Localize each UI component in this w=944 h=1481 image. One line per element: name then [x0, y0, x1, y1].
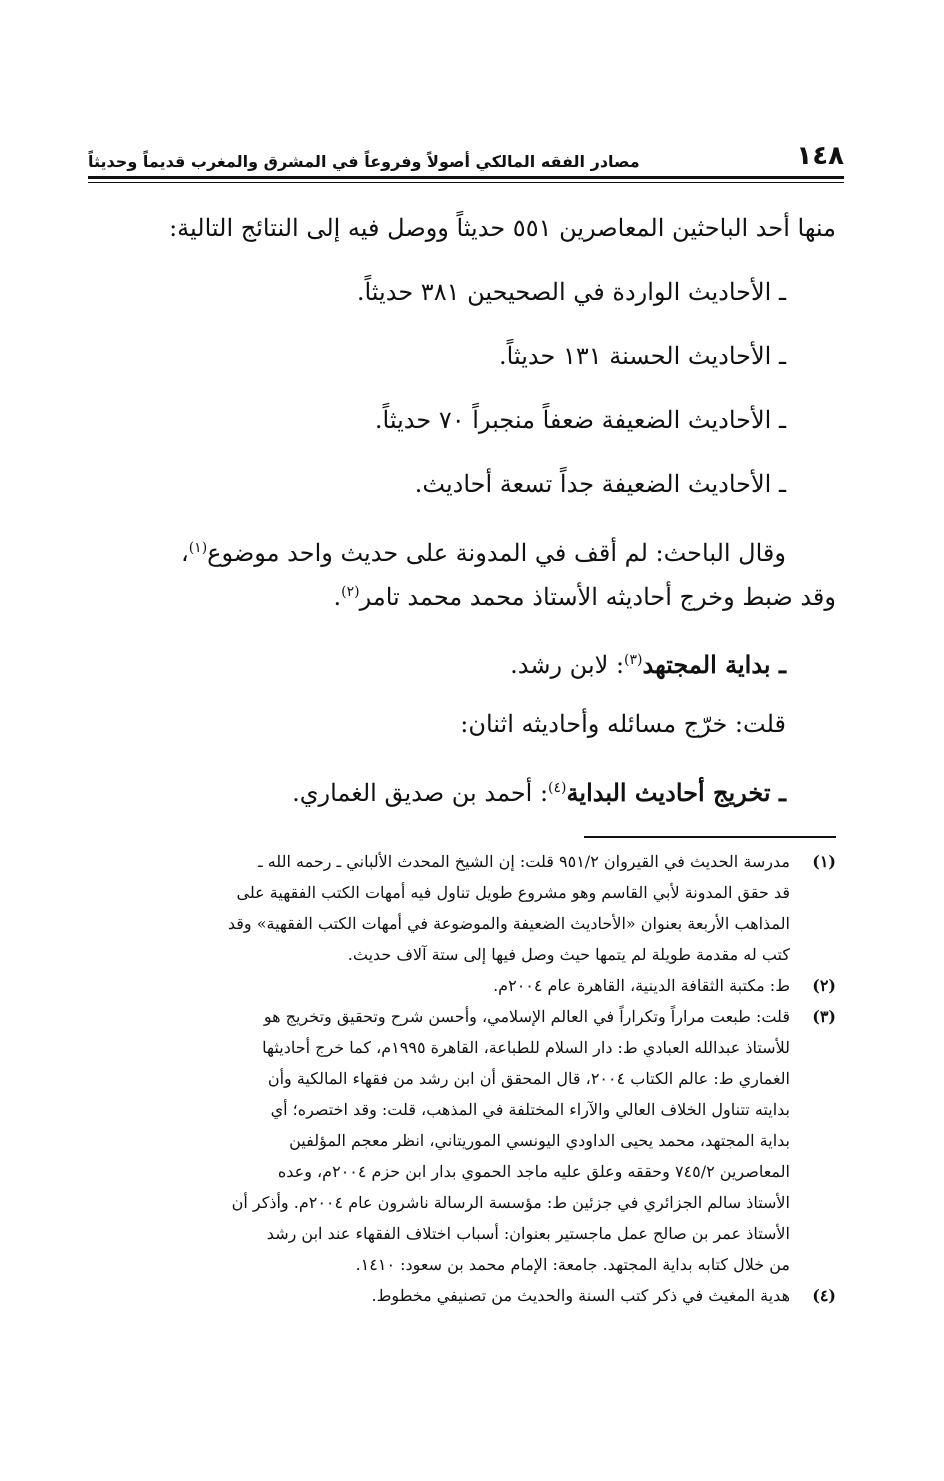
footnote-line: المعاصرين ٧٤٥/٢ وحققه وعلق عليه ماجد الحموي بدار ابن حزم ٢٠٠٤م، وعده [277, 1162, 790, 1181]
footnote-line: هدية المغيث في ذكر كتب السنة والحديث من تصنيفي مخطوط. [371, 1286, 790, 1305]
footnote-number: (٤) [812, 1286, 836, 1305]
footnote-line: ط: مكتبة الثقافة الدينية، القاهرة عام ٢٠٠٤م. [493, 976, 790, 995]
footnotes [98, 846, 836, 1311]
footnote-line: قد حقق المدونة لأبي القاسم وهو مشروع طويل تناول فيه أمهات الكتب الفقهية على [236, 883, 790, 902]
researcher-line-2 [334, 572, 836, 617]
intro-line: منها أحد الباحثين المعاصرين ٥٥١ حديثاً ووصل فيه إلى النتائج التالية: [169, 214, 836, 242]
footnote-1 [98, 846, 836, 970]
footnote-line: من خلال كتابه بداية المجتهد. جامعة: الإمام محمد بن سعود: ١٤١٠. [355, 1255, 790, 1274]
bidaya-rest: : لابن رشد. [510, 651, 625, 679]
takhrij-title: تخريج أحاديث البداية [566, 778, 771, 807]
running-header [88, 135, 844, 171]
footnote-4 [98, 1280, 836, 1311]
result-item: ـ الأحاديث الحسنة ١٣١ حديثاً. [499, 342, 786, 370]
researcher-text-1-end: ، [180, 539, 189, 567]
takhrij-line [292, 768, 786, 813]
footnote-number: (٣) [812, 1007, 836, 1026]
page-number: ١٤٨ [796, 141, 844, 171]
footnote-line: للأستاذ عبدالله العبادي ط: دار السلام للطباعة، القاهرة ١٩٩٥م، كما خرج أحاديثها [262, 1038, 790, 1057]
bidaya-dash: ـ [770, 650, 786, 679]
result-item: ـ الأحاديث الضعيفة جداً تسعة أحاديث. [414, 470, 786, 498]
bidaya-line [510, 640, 786, 685]
footnote-line: مدرسة الحديث في القيروان ٩٥١/٢ قلت: إن الشيخ المحدث الألباني ـ رحمه الله ـ [257, 852, 790, 871]
footnote-line: بداية المجتهد، محمد يحيى الداودي اليونسي الموريتاني، انظر معجم المؤلفين [289, 1131, 790, 1150]
header-rule-thick [88, 176, 844, 179]
result-item: ـ الأحاديث الضعيفة ضعفاً منجبراً ٧٠ حديثاً. [374, 406, 786, 434]
footnote-ref-1: (١) [188, 540, 208, 556]
footnote-line: قلت: طبعت مراراً وتكراراً في العالم الإسلامي، وأحسن شرح وتحقيق وتخريج هو [263, 1007, 790, 1026]
footnote-number: (٢) [812, 976, 836, 995]
takhrij-dash: ـ [770, 778, 786, 807]
footnote-3 [98, 1001, 836, 1280]
footnote-ref-4: (٤) [548, 780, 567, 796]
footnote-line: كتب له مقدمة طويلة لم يتمها حيث وصل فيها إلى ستة آلاف حديث. [347, 945, 790, 964]
footnote-line: الغماري ط: عالم الكتاب ٢٠٠٤، قال المحقق أن ابن رشد من فقهاء المالكية وأن [267, 1069, 790, 1088]
qult-line: قلت: خرّج مسائله وأحاديثه اثنان: [460, 710, 786, 738]
result-item: ـ الأحاديث الواردة في الصحيحين ٣٨١ حديثاً. [356, 278, 786, 306]
takhrij-rest: : أحمد بن صديق الغماري. [292, 779, 549, 807]
footnote-separator [584, 836, 836, 838]
researcher-text-1: وقال الباحث: لم أقف في المدونة على حديث واحد موضوع [207, 539, 786, 567]
researcher-text-2: وقد ضبط وخرج أحاديثه الأستاذ محمد محمد تامر [359, 583, 836, 611]
footnote-number: (١) [812, 852, 836, 871]
footnote-line: الأستاذ عمر بن صالح عمل ماجستير بعنوان: أسباب اختلاف الفقهاء عند ابن رشد [266, 1224, 790, 1243]
header-rule-thin [88, 182, 844, 183]
footnote-2 [98, 970, 836, 1001]
footnote-line: بدايته تتناول الخلاف العالي والآراء المختلفة في المذهب، قلت: وقد اختصره؛ أي [270, 1100, 790, 1119]
footnote-ref-2: (٢) [341, 584, 360, 600]
researcher-text-2-end: . [333, 583, 342, 611]
footnote-line: المذاهب الأربعة بعنوان «الأحاديث الضعيفة والموضوعة في أمهات الكتب الفقهية» وقد [227, 914, 790, 933]
footnote-line: الأستاذ سالم الجزائري في جزئين ط: مؤسسة الرسالة ناشرون عام ٢٠٠٤م. وأذكر أن [231, 1193, 790, 1212]
researcher-line-1 [181, 528, 786, 573]
running-title: مصادر الفقه المالكي أصولاً وفروعاً في المشرق والمغرب قديماً وحديثاً [88, 152, 640, 171]
bidaya-title: بداية المجتهد [642, 650, 771, 679]
footnote-ref-3: (٣) [624, 652, 643, 668]
